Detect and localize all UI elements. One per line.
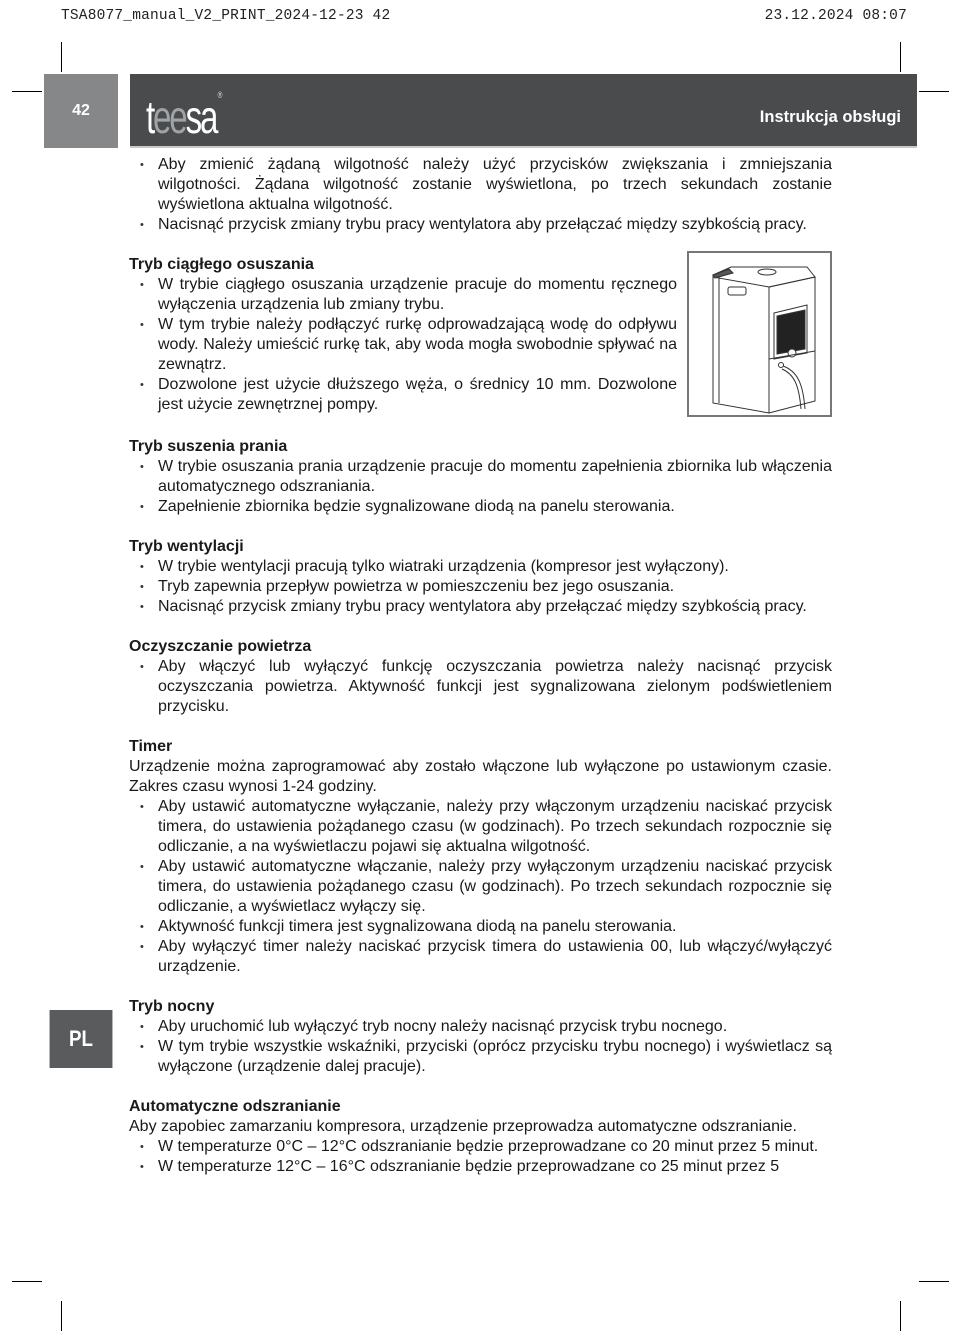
list-item: • W temperaturze 12°C – 16°C odszranianie będzie przeprowadzane co 25 minut przez 5 [129, 1157, 832, 1177]
section-heading: Tryb ciągłego osuszania [129, 256, 314, 273]
logo-part: t [146, 91, 154, 143]
list-item: • Aby włączyć lub wyłączyć funkcję oczyszczania powietrza należy nacisnąć przycisk oczyszczania powietrza. Aktywność funkcji jest sygnalizowana zielonym podświetleniem przycisku. [129, 657, 832, 717]
list-item: • Aby uruchomić lub wyłączyć tryb nocny należy nacisnąć przycisk trybu nocnego. [129, 1017, 832, 1037]
section-continuous [129, 255, 832, 417]
section-night [129, 997, 832, 1077]
section-heading: Tryb wentylacji [129, 538, 244, 555]
section-laundry [129, 437, 832, 517]
crop-mark [919, 91, 949, 92]
crop-mark [61, 1301, 62, 1331]
crop-mark [900, 42, 901, 72]
section-intro: Urządzenie można zaprogramować aby zostało włączone lub wyłączone po ustawionym czasie. Zakres czasu wynosi 1-24 godziny. [129, 758, 832, 795]
list-item: • W trybie osuszania prania urządzenie pracuje do momentu zapełnienia zbiornika lub włączenia automatycznego odszraniania. [129, 457, 832, 497]
list-item: • W tym trybie wszystkie wskaźniki, przyciski (oprócz przycisku trybu nocnego) i wyświetlacz są wyłączone (urządzenie dalej pracuje). [129, 1037, 832, 1077]
section-defrost [129, 1097, 832, 1177]
list-item: • Aby ustawić automatyczne włączanie, należy przy wyłączonym urządzeniu naciskać przycisk timera, do ustawienia pożądanego czasu (w godzinach). Po trzech sekundach rozpocznie się odliczanie, a wyświetlacz wyłączy się. [129, 857, 832, 917]
intro-section [129, 155, 832, 235]
crop-mark [12, 1281, 42, 1282]
crop-mark [919, 1281, 949, 1282]
logo-part: sa [185, 91, 217, 143]
print-timestamp: 23.12.2024 08:07 [764, 8, 907, 24]
section-intro: Aby zapobiec zamarzaniu kompresora, urządzenie przeprowadza automatyczne odszranianie. [129, 1118, 797, 1135]
section-heading: Timer [129, 738, 173, 755]
header-title: Instrukcja obsługi [759, 108, 901, 126]
list-item: • Tryb zapewnia przepływ powietrza w pomieszczeniu bez jego osuszania. [129, 577, 832, 597]
dehumidifier-icon [689, 253, 830, 415]
list-item: • Dozwolone jest użycie dłuższego węża, o średnicy 10 mm. Dozwolone jest użycie zewnętrznej pompy. [129, 375, 677, 415]
list-item: • Aktywność funkcji timera jest sygnalizowana diodą na panelu sterowania. [129, 917, 832, 937]
logo-part: ee [153, 91, 186, 143]
registered-icon: ® [217, 90, 223, 100]
list-item: • Nacisnąć przycisk zmiany trybu pracy wentylatora aby przełączać między szybkością pracy. [129, 597, 832, 617]
language-tab: PL [50, 1010, 113, 1068]
list-item: • Aby zmienić żądaną wilgotność należy użyć przycisków zwiększania i zmniejszania wilgotności. Żądana wilgotność zostanie wyświetlona, po trzech sekundach zostanie wyświetlona aktualna wilgotność. [129, 155, 832, 215]
crop-mark [12, 91, 42, 92]
teesa-logo [146, 90, 223, 143]
section-heading: Automatyczne odszranianie [129, 1098, 341, 1115]
section-purification [129, 637, 832, 717]
list-item: • Aby ustawić automatyczne wyłączanie, należy przy włączonym urządzeniu naciskać przycisk timera, do ustawienia pożądanego czasu (w godzinach). Po trzech sekundach rozpocznie się odliczanie, a na wyświetlaczu pojawi się aktualna wilgotność. [129, 797, 832, 857]
list-item: • W trybie wentylacji pracują tylko wiatraki urządzenia (kompresor jest wyłączony). [129, 557, 832, 577]
list-item: • W trybie ciągłego osuszania urządzenie pracuje do momentu ręcznego wyłączenia urządzenia lub zmiany trybu. [129, 275, 677, 315]
list-item: • W temperaturze 0°C – 12°C odszranianie będzie przeprowadzane co 20 minut przez 5 minut. [129, 1137, 832, 1157]
crop-mark [61, 42, 62, 72]
section-timer [129, 737, 832, 977]
list-item: • W tym trybie należy podłączyć rurkę odprowadzającą wodę do odpływu wody. Należy umieścić rurkę tak, aby woda mogła swobodnie spływać na zewnątrz. [129, 315, 677, 375]
header-bar [130, 74, 917, 148]
list-item: • Zapełnienie zbiornika będzie sygnalizowane diodą na panelu sterowania. [129, 497, 832, 517]
list-item: • Aby wyłączyć timer należy naciskać przycisk timera do ustawienia 00, lub włączyć/wyłączyć urządzenie. [129, 937, 832, 977]
list-item: • Nacisnąć przycisk zmiany trybu pracy wentylatora aby przełączać między szybkością pracy. [129, 215, 832, 235]
dehumidifier-illustration [687, 251, 832, 417]
crop-mark [900, 1301, 901, 1331]
page-number: 42 [44, 74, 118, 148]
section-heading: Tryb suszenia prania [129, 438, 288, 455]
section-heading: Oczyszczanie powietrza [129, 638, 312, 655]
print-file-label: TSA8077_manual_V2_PRINT_2024-12-23 42 [61, 8, 391, 24]
section-heading: Tryb nocny [129, 998, 215, 1015]
manual-content [129, 155, 832, 1197]
section-ventilation [129, 537, 832, 617]
